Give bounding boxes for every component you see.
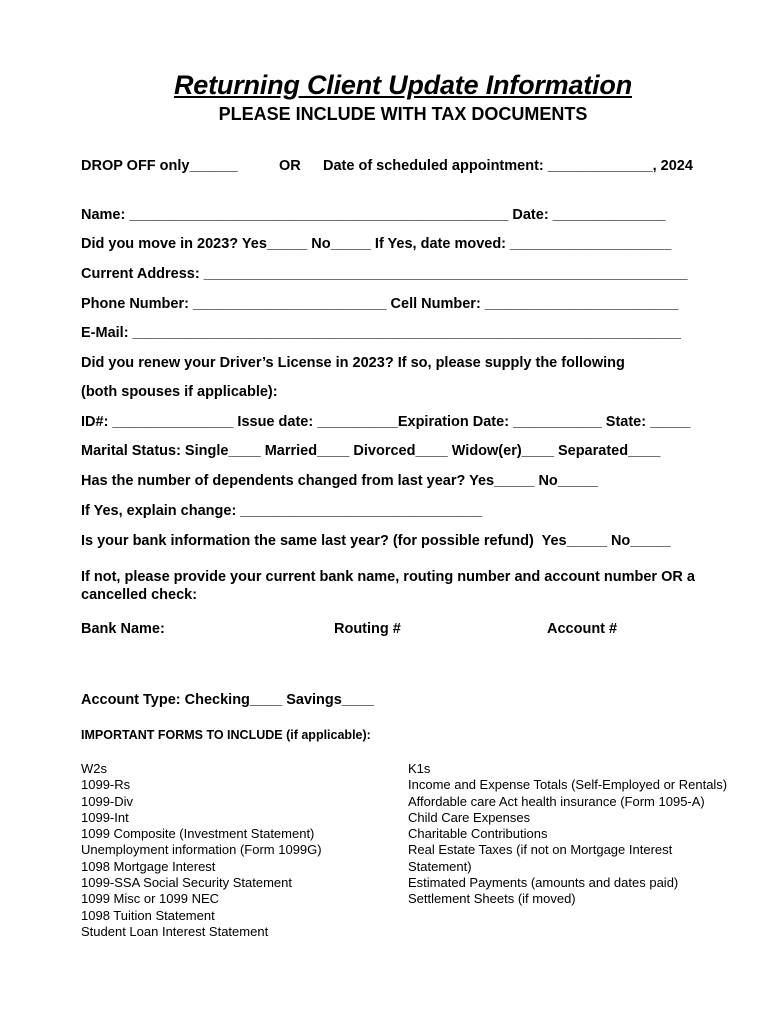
list-item: 1098 Tuition Statement xyxy=(81,907,215,923)
explain-change-field[interactable]: If Yes, explain change: ______________________________ xyxy=(81,503,483,519)
routing-label: Routing # xyxy=(334,621,401,637)
account-label: Account # xyxy=(547,621,618,637)
current-address-field[interactable]: Current Address: ____________________________________________________________ xyxy=(81,266,688,282)
page-title: Returning Client Update Information xyxy=(174,70,632,100)
email-field[interactable]: E-Mail: ____________________________________________________________________ xyxy=(81,325,681,341)
drop-off-field[interactable]: DROP OFF only______ xyxy=(81,158,238,174)
list-item: Income and Expense Totals (Self-Employed or Rentals) xyxy=(408,777,728,793)
page-subtitle: PLEASE INCLUDE WITH TAX DOCUMENTS xyxy=(218,104,588,124)
list-item: Child Care Expenses xyxy=(408,809,531,825)
list-item: Real Estate Taxes (if not on Mortgage Interest Statement) xyxy=(408,842,673,874)
id-field[interactable]: ID#: _______________ Issue date: __________Expiration Date: ___________ State: _____ xyxy=(81,414,691,430)
forms-list-right xyxy=(408,761,728,908)
bank-same-field[interactable]: Is your bank information the same last year? (for possible refund) Yes_____ No_____ xyxy=(81,533,671,549)
or-label: OR xyxy=(279,158,301,174)
forms-list-left xyxy=(81,761,322,940)
dependents-field[interactable]: Has the number of dependents changed from last year? Yes_____ No_____ xyxy=(81,473,599,489)
list-item: Settlement Sheets (if moved) xyxy=(408,891,576,907)
list-item: 1099 Misc or 1099 NEC xyxy=(81,891,220,907)
list-item: Unemployment information (Form 1099G) xyxy=(81,842,322,858)
phone-field[interactable]: Phone Number: ________________________ Cell Number: ________________________ xyxy=(81,296,679,312)
list-item: Student Loan Interest Statement xyxy=(81,923,269,939)
license-question-continued: (both spouses if applicable): xyxy=(81,384,278,400)
bank-provide-text: If not, please provide your current bank name, routing number and account number OR a cancelled check: xyxy=(81,569,695,603)
bank-name-label: Bank Name: xyxy=(81,621,165,637)
list-item: 1099-Int xyxy=(81,809,129,825)
list-item: 1098 Mortgage Interest xyxy=(81,858,216,874)
list-item: W2s xyxy=(81,761,107,776)
marital-status-field[interactable]: Marital Status: Single____ Married____ Divorced____ Widow(er)____ Separated____ xyxy=(81,443,661,459)
account-type-field[interactable]: Account Type: Checking____ Savings____ xyxy=(81,692,375,708)
list-item: 1099-Div xyxy=(81,793,134,809)
list-item: Charitable Contributions xyxy=(408,826,548,842)
moved-field[interactable]: Did you move in 2023? Yes_____ No_____ If Yes, date moved: ____________________ xyxy=(81,236,672,252)
important-forms-heading: IMPORTANT FORMS TO INCLUDE (if applicable): xyxy=(81,728,371,742)
license-question: Did you renew your Driver’s License in 2023? If so, please supply the following xyxy=(81,355,625,371)
list-item: 1099-SSA Social Security Statement xyxy=(81,875,293,891)
name-date-field[interactable]: Name: _______________________________________________ Date: ______________ xyxy=(81,207,666,223)
list-item: 1099-Rs xyxy=(81,777,131,793)
appointment-date-field[interactable]: Date of scheduled appointment: _____________, 2024 xyxy=(323,158,693,174)
list-item: K1s xyxy=(408,761,431,776)
list-item: 1099 Composite (Investment Statement) xyxy=(81,826,315,842)
list-item: Estimated Payments (amounts and dates paid) xyxy=(408,875,679,891)
list-item: Affordable care Act health insurance (Form 1095-A) xyxy=(408,793,705,809)
